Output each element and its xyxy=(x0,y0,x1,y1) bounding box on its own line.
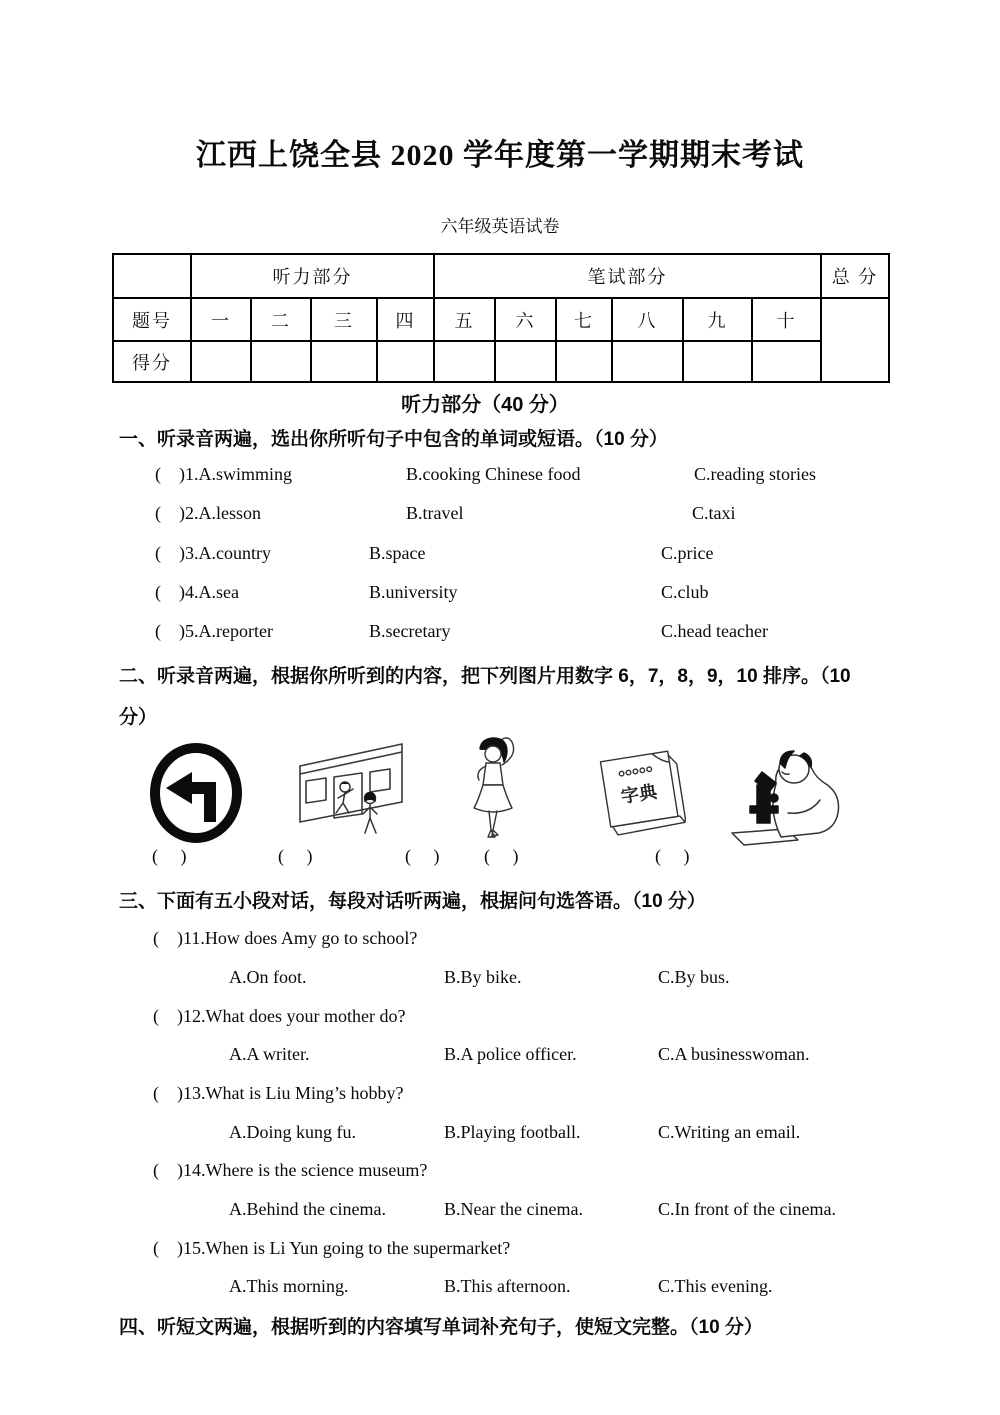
total-score-header-cell: 总 分 xyxy=(821,254,889,298)
options-row-13 xyxy=(0,1122,1000,1148)
q11-option-c: C.By bus. xyxy=(658,967,730,987)
q4-option-b: B.university xyxy=(369,582,458,602)
question-row-1 xyxy=(0,464,1000,490)
q14-option-c: C.In front of the cinema. xyxy=(658,1199,836,1219)
turn-left-arrow-icon xyxy=(148,742,244,844)
question-col-3: 三 xyxy=(311,298,377,341)
q4-option-c: C.club xyxy=(661,582,709,602)
question-col-2: 二 xyxy=(251,298,311,341)
exam-title: 江西上饶全县 2020 学年度第一学期期末考试 xyxy=(196,139,804,172)
listening-part-header-cell: 听力部分 xyxy=(191,254,434,298)
question-row-11 xyxy=(0,928,1000,954)
question-row-14 xyxy=(0,1160,1000,1186)
question-col-7: 七 xyxy=(556,298,612,341)
score-cell-9 xyxy=(683,341,752,382)
score-cell-2 xyxy=(251,341,311,382)
section3-heading: 三、下面有五小段对话，每段对话听两遍，根据问句选答语。（10 分） xyxy=(119,891,706,912)
question-row-15 xyxy=(0,1238,1000,1264)
dictionary-icon xyxy=(588,748,692,840)
q14-option-b: B.Near the cinema. xyxy=(444,1199,583,1219)
q3-stem: ( )3.A.country xyxy=(155,543,271,563)
question-number-row xyxy=(113,298,889,341)
question-row-13 xyxy=(0,1083,1000,1109)
answer-bracket-3: ( ) xyxy=(405,846,440,866)
q11-option-a: A.On foot. xyxy=(229,967,307,987)
question-row-5 xyxy=(0,621,1000,647)
q15-option-c: C.This evening. xyxy=(658,1276,773,1296)
dancing-girl-icon xyxy=(462,735,526,847)
q4-stem: ( )4.A.sea xyxy=(155,582,239,602)
q2-option-b: B.travel xyxy=(406,503,464,523)
picture-scientist-microscope xyxy=(724,740,850,848)
answer-bracket-5: ( ) xyxy=(655,846,690,866)
section1-heading: 一、听录音两遍，选出你所听句子中包含的单词或短语。（10 分） xyxy=(119,429,668,450)
picture-train-boarding xyxy=(290,736,408,842)
question-col-1: 一 xyxy=(191,298,251,341)
q5-option-b: B.secretary xyxy=(369,621,451,641)
question-col-10: 十 xyxy=(752,298,821,341)
q14-option-a: A.Behind the cinema. xyxy=(229,1199,386,1219)
exam-subtitle: 六年级英语试卷 xyxy=(440,217,560,236)
picture-dictionary xyxy=(588,748,692,840)
question-col-8: 八 xyxy=(612,298,683,341)
total-score-cell xyxy=(821,298,889,382)
q5-stem: ( )5.A.reporter xyxy=(155,621,273,641)
q13-option-a: A.Doing kung fu. xyxy=(229,1122,356,1142)
options-row-11 xyxy=(0,967,1000,993)
score-table-header-row xyxy=(113,254,889,298)
q3-option-b: B.space xyxy=(369,543,426,563)
options-row-12 xyxy=(0,1044,1000,1070)
picture-turn-left-sign xyxy=(148,742,244,844)
dictionary-cover-label: 字典 xyxy=(619,781,659,807)
q12-option-c: C.A businesswoman. xyxy=(658,1044,810,1064)
question-col-5: 五 xyxy=(434,298,495,341)
score-cell-10 xyxy=(752,341,821,382)
microscope-scientist-icon xyxy=(724,740,850,848)
score-cell-4 xyxy=(377,341,434,382)
q13-option-b: B.Playing football. xyxy=(444,1122,581,1142)
picture-dancing-girl xyxy=(462,735,526,847)
section2-heading-line1: 二、听录音两遍，根据你所听到的内容，把下列图片用数字 6，7，8，9，10 排序。（10 xyxy=(119,666,851,687)
answer-bracket-1: ( ) xyxy=(152,846,187,866)
score-cell-8 xyxy=(612,341,683,382)
q1-stem: ( )1.A.swimming xyxy=(155,464,292,484)
question-row-12 xyxy=(0,1006,1000,1032)
section2-heading-line2: 分） xyxy=(119,707,158,728)
question-col-6: 六 xyxy=(495,298,556,341)
q12-option-b: B.A police officer. xyxy=(444,1044,577,1064)
options-row-14 xyxy=(0,1199,1000,1225)
q2-stem: ( )2.A.lesson xyxy=(155,503,261,523)
answer-bracket-4: ( ) xyxy=(484,846,519,866)
question-row-3 xyxy=(0,543,1000,569)
options-row-15 xyxy=(0,1276,1000,1302)
q1-option-b: B.cooking Chinese food xyxy=(406,464,581,484)
question-number-row-label: 题号 xyxy=(113,298,191,341)
listening-part-title: 听力部分（40 分） xyxy=(401,394,569,416)
q15-stem: ( )15.When is Li Yun going to the supermarket? xyxy=(153,1238,511,1258)
q11-option-b: B.By bike. xyxy=(444,967,522,987)
q12-option-a: A.A writer. xyxy=(229,1044,310,1064)
q14-stem: ( )14.Where is the science museum? xyxy=(153,1160,428,1180)
score-table xyxy=(112,253,890,383)
answer-bracket-2: ( ) xyxy=(278,846,313,866)
q5-option-c: C.head teacher xyxy=(661,621,768,641)
q13-stem: ( )13.What is Liu Ming’s hobby? xyxy=(153,1083,404,1103)
q2-option-c: C.taxi xyxy=(692,503,736,523)
q3-option-c: C.price xyxy=(661,543,714,563)
q11-stem: ( )11.How does Amy go to school? xyxy=(153,928,418,948)
q15-option-b: B.This afternoon. xyxy=(444,1276,571,1296)
question-col-9: 九 xyxy=(683,298,752,341)
q12-stem: ( )12.What does your mother do? xyxy=(153,1006,406,1026)
train-boarding-icon xyxy=(290,736,408,842)
score-row xyxy=(113,341,889,382)
written-part-header-cell: 笔试部分 xyxy=(434,254,821,298)
score-cell-7 xyxy=(556,341,612,382)
score-cell-3 xyxy=(311,341,377,382)
question-row-4 xyxy=(0,582,1000,608)
score-cell-1 xyxy=(191,341,251,382)
score-cell-6 xyxy=(495,341,556,382)
answer-brackets-row xyxy=(0,846,1000,872)
question-col-4: 四 xyxy=(377,298,434,341)
score-row-label: 得分 xyxy=(113,341,191,382)
q15-option-a: A.This morning. xyxy=(229,1276,349,1296)
q1-option-c: C.reading stories xyxy=(694,464,816,484)
score-table-corner-cell xyxy=(113,254,191,298)
score-cell-5 xyxy=(434,341,495,382)
q13-option-c: C.Writing an email. xyxy=(658,1122,801,1142)
section4-heading: 四、听短文两遍，根据听到的内容填写单词补充句子，使短文完整。（10 分） xyxy=(119,1317,763,1338)
question-row-2 xyxy=(0,503,1000,529)
